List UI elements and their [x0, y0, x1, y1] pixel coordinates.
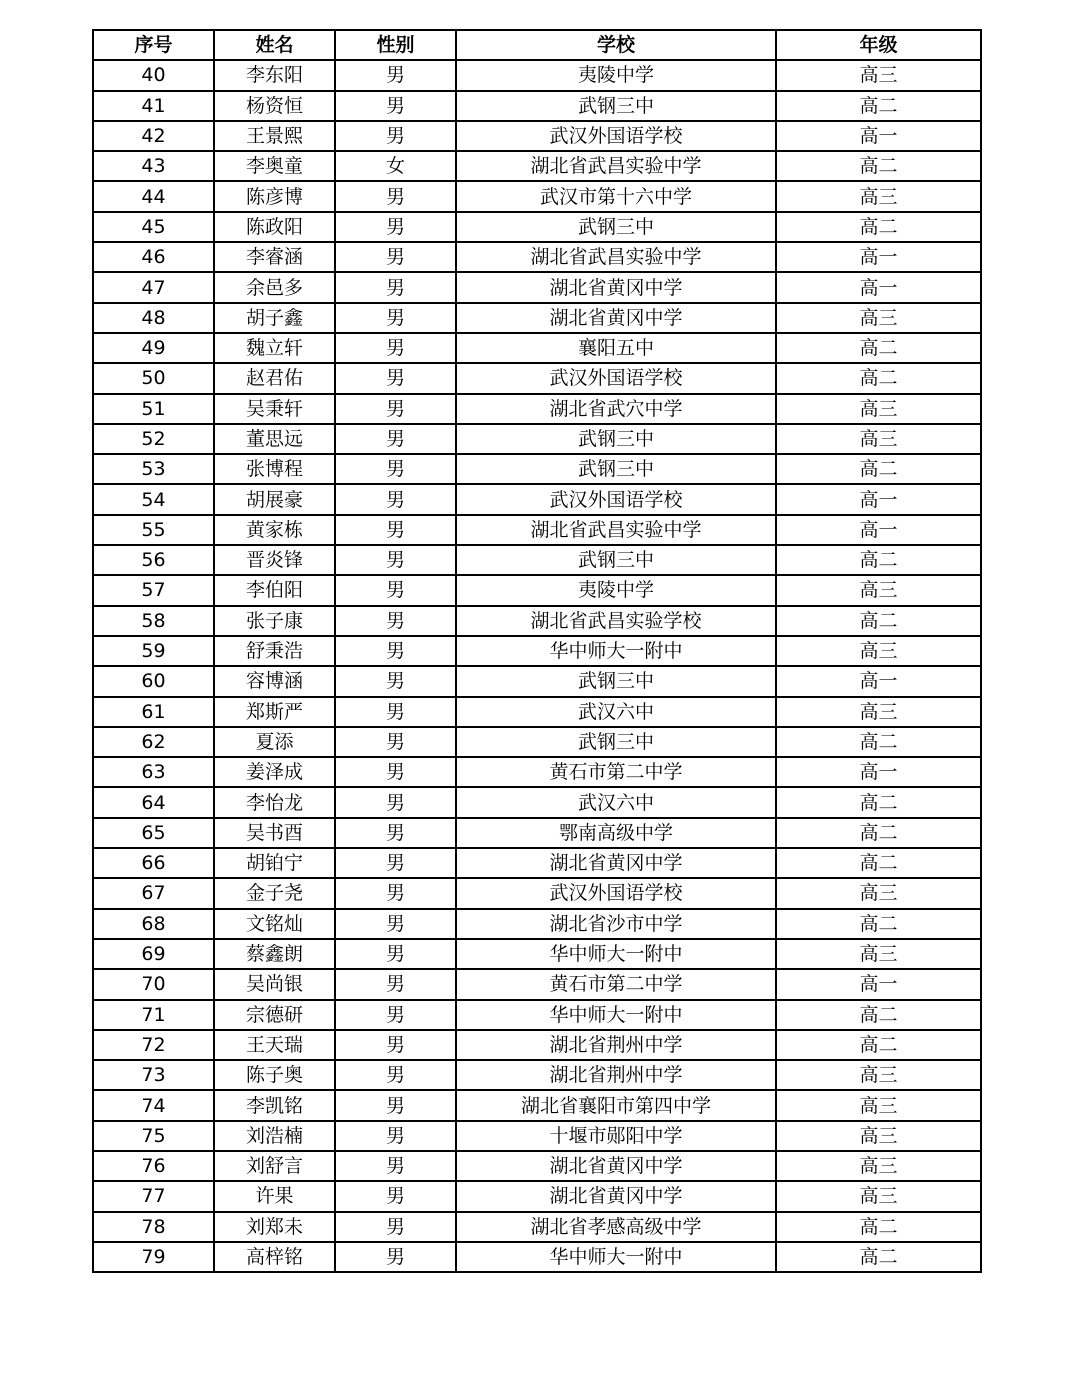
- cell-number: 43: [93, 151, 214, 181]
- cell-gender: 男: [335, 333, 456, 363]
- table-row: [93, 1151, 981, 1181]
- cell-number: 67: [93, 878, 214, 908]
- cell-school: 武汉外国语学校: [456, 878, 776, 908]
- cell-gender: 女: [335, 151, 456, 181]
- cell-school: 华中师大一附中: [456, 939, 776, 969]
- cell-grade: 高一: [776, 242, 981, 272]
- cell-grade: 高二: [776, 727, 981, 757]
- cell-school: 武汉外国语学校: [456, 121, 776, 151]
- cell-number: 44: [93, 181, 214, 211]
- table-row: [93, 333, 981, 363]
- cell-grade: 高一: [776, 121, 981, 151]
- table-row: [93, 878, 981, 908]
- table-row: [93, 545, 981, 575]
- cell-name: 李伯阳: [214, 575, 335, 605]
- cell-grade: 高三: [776, 878, 981, 908]
- table-row: [93, 818, 981, 848]
- cell-gender: 男: [335, 575, 456, 605]
- table-row: [93, 424, 981, 454]
- table-row: [93, 757, 981, 787]
- student-roster-table: [92, 29, 982, 1273]
- cell-gender: 男: [335, 424, 456, 454]
- cell-name: 宗德研: [214, 1000, 335, 1030]
- cell-grade: 高二: [776, 1000, 981, 1030]
- table-row: [93, 515, 981, 545]
- cell-number: 58: [93, 606, 214, 636]
- cell-number: 72: [93, 1030, 214, 1060]
- cell-number: 65: [93, 818, 214, 848]
- cell-number: 76: [93, 1151, 214, 1181]
- cell-number: 75: [93, 1121, 214, 1151]
- cell-school: 黄石市第二中学: [456, 757, 776, 787]
- cell-name: 董思远: [214, 424, 335, 454]
- cell-name: 胡子鑫: [214, 303, 335, 333]
- cell-school: 湖北省孝感高级中学: [456, 1212, 776, 1242]
- cell-grade: 高一: [776, 272, 981, 302]
- cell-number: 70: [93, 969, 214, 999]
- cell-number: 47: [93, 272, 214, 302]
- table-row: [93, 909, 981, 939]
- cell-number: 49: [93, 333, 214, 363]
- cell-name: 王天瑞: [214, 1030, 335, 1060]
- cell-grade: 高二: [776, 1242, 981, 1272]
- table-row: [93, 454, 981, 484]
- table-row: [93, 1242, 981, 1272]
- table-row: [93, 666, 981, 696]
- cell-gender: 男: [335, 1090, 456, 1120]
- cell-grade: 高二: [776, 909, 981, 939]
- cell-gender: 男: [335, 1060, 456, 1090]
- table-row: [93, 272, 981, 302]
- cell-school: 武钢三中: [456, 424, 776, 454]
- header-school: 学校: [456, 30, 776, 60]
- cell-gender: 男: [335, 242, 456, 272]
- cell-school: 湖北省武昌实验学校: [456, 606, 776, 636]
- cell-school: 湖北省荆州中学: [456, 1060, 776, 1090]
- cell-grade: 高一: [776, 969, 981, 999]
- cell-school: 武钢三中: [456, 454, 776, 484]
- cell-name: 李东阳: [214, 60, 335, 90]
- table-row: [93, 1212, 981, 1242]
- cell-number: 50: [93, 363, 214, 393]
- table-row: [93, 60, 981, 90]
- cell-number: 45: [93, 212, 214, 242]
- cell-name: 胡铂宁: [214, 848, 335, 878]
- table-row: [93, 181, 981, 211]
- cell-name: 刘浩楠: [214, 1121, 335, 1151]
- table-row: [93, 1090, 981, 1120]
- cell-name: 蔡鑫朗: [214, 939, 335, 969]
- cell-school: 湖北省黄冈中学: [456, 303, 776, 333]
- cell-grade: 高三: [776, 575, 981, 605]
- cell-school: 湖北省荆州中学: [456, 1030, 776, 1060]
- table-row: [93, 1030, 981, 1060]
- cell-name: 李凯铭: [214, 1090, 335, 1120]
- cell-gender: 男: [335, 757, 456, 787]
- table-row: [93, 727, 981, 757]
- cell-number: 52: [93, 424, 214, 454]
- cell-name: 李睿涵: [214, 242, 335, 272]
- cell-gender: 男: [335, 121, 456, 151]
- cell-name: 李怡龙: [214, 787, 335, 817]
- cell-grade: 高二: [776, 787, 981, 817]
- cell-number: 56: [93, 545, 214, 575]
- header-gender: 性别: [335, 30, 456, 60]
- table-row: [93, 363, 981, 393]
- cell-grade: 高二: [776, 91, 981, 121]
- cell-gender: 男: [335, 787, 456, 817]
- cell-name: 黄家栋: [214, 515, 335, 545]
- cell-name: 刘舒言: [214, 1151, 335, 1181]
- cell-number: 71: [93, 1000, 214, 1030]
- cell-grade: 高二: [776, 212, 981, 242]
- cell-school: 鄂南高级中学: [456, 818, 776, 848]
- cell-grade: 高三: [776, 60, 981, 90]
- cell-number: 53: [93, 454, 214, 484]
- table-row: [93, 212, 981, 242]
- cell-gender: 男: [335, 1030, 456, 1060]
- cell-gender: 男: [335, 1212, 456, 1242]
- cell-school: 湖北省黄冈中学: [456, 848, 776, 878]
- table-row: [93, 606, 981, 636]
- cell-school: 湖北省沙市中学: [456, 909, 776, 939]
- cell-name: 金子尧: [214, 878, 335, 908]
- cell-number: 40: [93, 60, 214, 90]
- cell-number: 64: [93, 787, 214, 817]
- cell-school: 湖北省黄冈中学: [456, 1151, 776, 1181]
- cell-gender: 男: [335, 1121, 456, 1151]
- cell-school: 夷陵中学: [456, 60, 776, 90]
- cell-grade: 高二: [776, 1030, 981, 1060]
- cell-gender: 男: [335, 1181, 456, 1211]
- cell-grade: 高三: [776, 1181, 981, 1211]
- cell-grade: 高二: [776, 818, 981, 848]
- cell-gender: 男: [335, 272, 456, 302]
- table-row: [93, 91, 981, 121]
- cell-school: 华中师大一附中: [456, 1242, 776, 1272]
- table-row: [93, 1060, 981, 1090]
- cell-grade: 高一: [776, 515, 981, 545]
- cell-number: 42: [93, 121, 214, 151]
- cell-number: 62: [93, 727, 214, 757]
- table-row: [93, 484, 981, 514]
- cell-name: 刘郑未: [214, 1212, 335, 1242]
- cell-name: 王景熙: [214, 121, 335, 151]
- cell-school: 武钢三中: [456, 545, 776, 575]
- cell-gender: 男: [335, 394, 456, 424]
- cell-gender: 男: [335, 727, 456, 757]
- cell-school: 华中师大一附中: [456, 1000, 776, 1030]
- cell-school: 十堰市郧阳中学: [456, 1121, 776, 1151]
- cell-number: 55: [93, 515, 214, 545]
- cell-gender: 男: [335, 181, 456, 211]
- cell-school: 湖北省武昌实验中学: [456, 515, 776, 545]
- cell-gender: 男: [335, 454, 456, 484]
- table-row: [93, 121, 981, 151]
- cell-gender: 男: [335, 303, 456, 333]
- cell-number: 46: [93, 242, 214, 272]
- cell-name: 魏立轩: [214, 333, 335, 363]
- table-row: [93, 636, 981, 666]
- cell-grade: 高二: [776, 545, 981, 575]
- cell-gender: 男: [335, 697, 456, 727]
- cell-gender: 男: [335, 606, 456, 636]
- cell-school: 武钢三中: [456, 666, 776, 696]
- header-number: 序号: [93, 30, 214, 60]
- cell-school: 武汉市第十六中学: [456, 181, 776, 211]
- cell-gender: 男: [335, 636, 456, 666]
- cell-number: 73: [93, 1060, 214, 1090]
- cell-grade: 高三: [776, 697, 981, 727]
- table-row: [93, 303, 981, 333]
- table-row: [93, 787, 981, 817]
- cell-name: 舒秉浩: [214, 636, 335, 666]
- cell-school: 湖北省武昌实验中学: [456, 151, 776, 181]
- cell-number: 68: [93, 909, 214, 939]
- table-row: [93, 242, 981, 272]
- cell-grade: 高一: [776, 757, 981, 787]
- cell-grade: 高三: [776, 939, 981, 969]
- cell-grade: 高二: [776, 333, 981, 363]
- cell-grade: 高二: [776, 363, 981, 393]
- cell-gender: 男: [335, 848, 456, 878]
- header-name: 姓名: [214, 30, 335, 60]
- cell-gender: 男: [335, 878, 456, 908]
- cell-name: 郑斯严: [214, 697, 335, 727]
- cell-name: 吴尚银: [214, 969, 335, 999]
- cell-number: 60: [93, 666, 214, 696]
- cell-grade: 高三: [776, 636, 981, 666]
- cell-school: 武汉六中: [456, 787, 776, 817]
- cell-name: 吴秉轩: [214, 394, 335, 424]
- cell-grade: 高二: [776, 1212, 981, 1242]
- cell-school: 湖北省武穴中学: [456, 394, 776, 424]
- cell-gender: 男: [335, 909, 456, 939]
- cell-name: 余邑多: [214, 272, 335, 302]
- cell-grade: 高三: [776, 181, 981, 211]
- cell-grade: 高三: [776, 1060, 981, 1090]
- cell-number: 77: [93, 1181, 214, 1211]
- cell-name: 杨资恒: [214, 91, 335, 121]
- cell-gender: 男: [335, 515, 456, 545]
- cell-gender: 男: [335, 484, 456, 514]
- cell-number: 78: [93, 1212, 214, 1242]
- table-row: [93, 1000, 981, 1030]
- cell-school: 武钢三中: [456, 727, 776, 757]
- cell-gender: 男: [335, 939, 456, 969]
- cell-school: 武汉六中: [456, 697, 776, 727]
- cell-name: 高梓铭: [214, 1242, 335, 1272]
- cell-grade: 高三: [776, 1121, 981, 1151]
- cell-name: 陈子奥: [214, 1060, 335, 1090]
- cell-school: 湖北省黄冈中学: [456, 272, 776, 302]
- header-grade: 年级: [776, 30, 981, 60]
- cell-name: 陈彦博: [214, 181, 335, 211]
- cell-grade: 高二: [776, 848, 981, 878]
- table-row: [93, 1181, 981, 1211]
- cell-school: 武钢三中: [456, 91, 776, 121]
- cell-gender: 男: [335, 91, 456, 121]
- cell-name: 许果: [214, 1181, 335, 1211]
- table-row: [93, 575, 981, 605]
- cell-gender: 男: [335, 1000, 456, 1030]
- cell-gender: 男: [335, 1242, 456, 1272]
- table-row: [93, 969, 981, 999]
- cell-number: 79: [93, 1242, 214, 1272]
- cell-gender: 男: [335, 666, 456, 696]
- cell-gender: 男: [335, 969, 456, 999]
- cell-grade: 高三: [776, 424, 981, 454]
- cell-school: 夷陵中学: [456, 575, 776, 605]
- cell-school: 武钢三中: [456, 212, 776, 242]
- table-body: [93, 60, 981, 1272]
- cell-grade: 高一: [776, 484, 981, 514]
- cell-school: 华中师大一附中: [456, 636, 776, 666]
- cell-number: 57: [93, 575, 214, 605]
- cell-name: 晋炎锋: [214, 545, 335, 575]
- table-header: [93, 30, 981, 60]
- cell-gender: 男: [335, 1151, 456, 1181]
- cell-school: 襄阳五中: [456, 333, 776, 363]
- cell-number: 48: [93, 303, 214, 333]
- table-row: [93, 939, 981, 969]
- cell-name: 姜泽成: [214, 757, 335, 787]
- cell-school: 湖北省襄阳市第四中学: [456, 1090, 776, 1120]
- cell-number: 66: [93, 848, 214, 878]
- header-row: [93, 30, 981, 60]
- table-row: [93, 394, 981, 424]
- cell-name: 张博程: [214, 454, 335, 484]
- cell-number: 63: [93, 757, 214, 787]
- cell-gender: 男: [335, 60, 456, 90]
- cell-name: 胡展豪: [214, 484, 335, 514]
- cell-name: 文铭灿: [214, 909, 335, 939]
- cell-name: 赵君佑: [214, 363, 335, 393]
- table-row: [93, 848, 981, 878]
- cell-name: 张子康: [214, 606, 335, 636]
- cell-gender: 男: [335, 545, 456, 575]
- cell-name: 容博涵: [214, 666, 335, 696]
- cell-grade: 高三: [776, 1090, 981, 1120]
- cell-grade: 高二: [776, 151, 981, 181]
- cell-grade: 高一: [776, 666, 981, 696]
- cell-number: 59: [93, 636, 214, 666]
- cell-school: 黄石市第二中学: [456, 969, 776, 999]
- cell-grade: 高三: [776, 1151, 981, 1181]
- table-row: [93, 697, 981, 727]
- cell-number: 61: [93, 697, 214, 727]
- cell-grade: 高三: [776, 303, 981, 333]
- cell-number: 69: [93, 939, 214, 969]
- cell-gender: 男: [335, 212, 456, 242]
- cell-school: 湖北省黄冈中学: [456, 1181, 776, 1211]
- cell-number: 74: [93, 1090, 214, 1120]
- cell-name: 陈政阳: [214, 212, 335, 242]
- table-row: [93, 1121, 981, 1151]
- cell-name: 吴书酉: [214, 818, 335, 848]
- cell-school: 武汉外国语学校: [456, 484, 776, 514]
- cell-name: 李奥童: [214, 151, 335, 181]
- cell-grade: 高二: [776, 606, 981, 636]
- cell-number: 54: [93, 484, 214, 514]
- cell-name: 夏添: [214, 727, 335, 757]
- table-row: [93, 151, 981, 181]
- cell-grade: 高二: [776, 454, 981, 484]
- cell-grade: 高三: [776, 394, 981, 424]
- cell-school: 武汉外国语学校: [456, 363, 776, 393]
- cell-gender: 男: [335, 363, 456, 393]
- cell-school: 湖北省武昌实验中学: [456, 242, 776, 272]
- cell-gender: 男: [335, 818, 456, 848]
- cell-number: 41: [93, 91, 214, 121]
- cell-number: 51: [93, 394, 214, 424]
